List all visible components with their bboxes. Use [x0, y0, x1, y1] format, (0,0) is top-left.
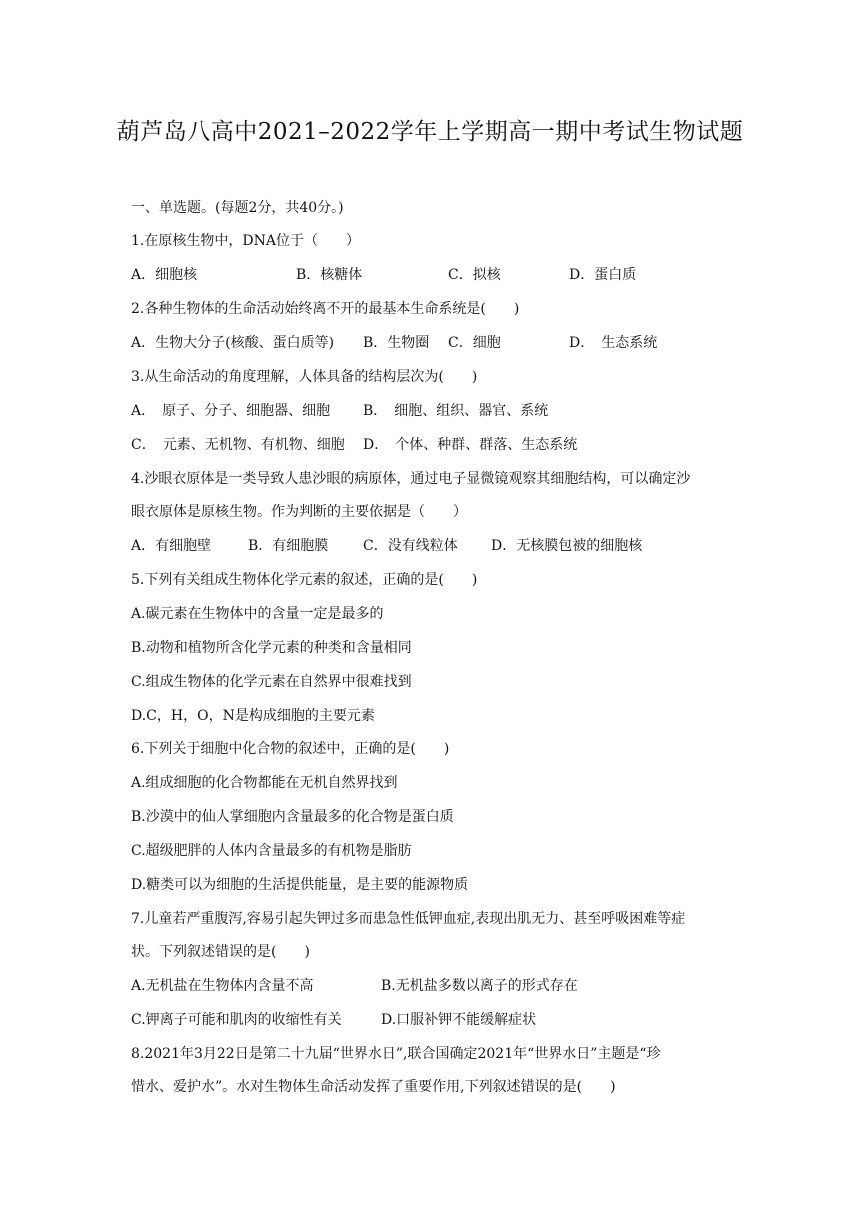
option-a: A.无机盐在生物体内含量不高	[131, 978, 314, 994]
option-a: A． 原子、分子、细胞器、细胞	[131, 403, 331, 419]
option-a: A．有细胞壁	[131, 538, 212, 554]
question-5-option-c: C.组成生物体的化学元素在自然界中很难找到	[131, 674, 412, 690]
option-b: B．核糖体	[296, 267, 363, 283]
option-d: D． 个体、种群、群落、生态系统	[363, 437, 578, 453]
question-8-stem-line1: 8.2021年3月22日是第二十九届“世界水日”,联合国确定2021年“世界水日”主题是“珍	[131, 1046, 661, 1062]
question-3-stem: 3.从生命活动的角度理解，人体具备的结构层次为( )	[131, 369, 478, 385]
option-d: D.口服补钾不能缓解症状	[381, 1012, 537, 1028]
option-b: B．生物圈	[363, 335, 430, 351]
option-c: C． 元素、无机物、有机物、细胞	[131, 437, 345, 453]
option-d: D． 生态系统	[569, 335, 658, 351]
option-b: B．有细胞膜	[248, 538, 329, 554]
option-c: C．拟核	[448, 267, 501, 283]
question-5-stem: 5.下列有关组成生物体化学元素的叙述，正确的是( )	[131, 572, 478, 588]
option-c: C．细胞	[448, 335, 501, 351]
question-4-stem-line1: 4.沙眼衣原体是一类导致人患沙眼的病原体，通过电子显微镜观察其细胞结构，可以确定沙	[131, 471, 691, 487]
question-1-stem: 1.在原核生物中，DNA位于（ ）	[131, 233, 360, 249]
question-7-stem-line2: 状。下列叙述错误的是( )	[131, 944, 310, 960]
question-2-stem: 2.各种生物体的生命活动始终离不开的最基本生命系统是( )	[131, 301, 520, 317]
page-title: 葫芦岛八高中2021–2022学年上学期高一期中考试生物试题	[116, 119, 744, 145]
question-5-option-b: B.动物和植物所含化学元素的种类和含量相同	[131, 640, 412, 656]
section-heading: 一、单选题。(每题2分，共40分。)	[131, 200, 344, 216]
question-4-stem-line2: 眼衣原体是原核生物。作为判断的主要依据是（ ）	[131, 504, 467, 520]
option-b: B.无机盐多数以离子的形式存在	[381, 978, 578, 994]
question-6-option-b: B.沙漠中的仙人掌细胞内含量最多的化合物是蛋白质	[131, 809, 454, 825]
question-6-option-c: C.超级肥胖的人体内含量最多的有机物是脂肪	[131, 843, 412, 859]
option-a: A．细胞核	[131, 267, 198, 283]
question-7-stem-line1: 7.儿童若严重腹泻,容易引起失钾过多而患急性低钾血症,表现出肌无力、甚至呼吸困难等症	[131, 911, 686, 927]
option-c: C.钾离子可能和肌肉的收缩性有关	[131, 1012, 342, 1028]
question-6-stem: 6.下列关于细胞中化合物的叙述中，正确的是( )	[131, 741, 450, 757]
question-6-option-a: A.组成细胞的化合物都能在无机自然界找到	[131, 775, 398, 791]
option-a: A．生物大分子(核酸、蛋白质等)	[131, 335, 335, 351]
question-6-option-d: D.糖类可以为细胞的生活提供能量，是主要的能源物质	[131, 877, 469, 893]
option-d: D．蛋白质	[569, 267, 637, 283]
option-d: D．无核膜包被的细胞核	[491, 538, 643, 554]
option-b: B． 细胞、组织、器官、系统	[363, 403, 549, 419]
question-5-option-a: A.碳元素在生物体中的含量一定是最多的	[131, 606, 384, 622]
option-c: C．没有线粒体	[363, 538, 458, 554]
question-8-stem-line2: 惜水、爱护水”。水对生物体生命活动发挥了重要作用,下列叙述错误的是( )	[131, 1079, 616, 1095]
question-5-option-d: D.C，H，O，N是构成细胞的主要元素	[131, 708, 375, 724]
